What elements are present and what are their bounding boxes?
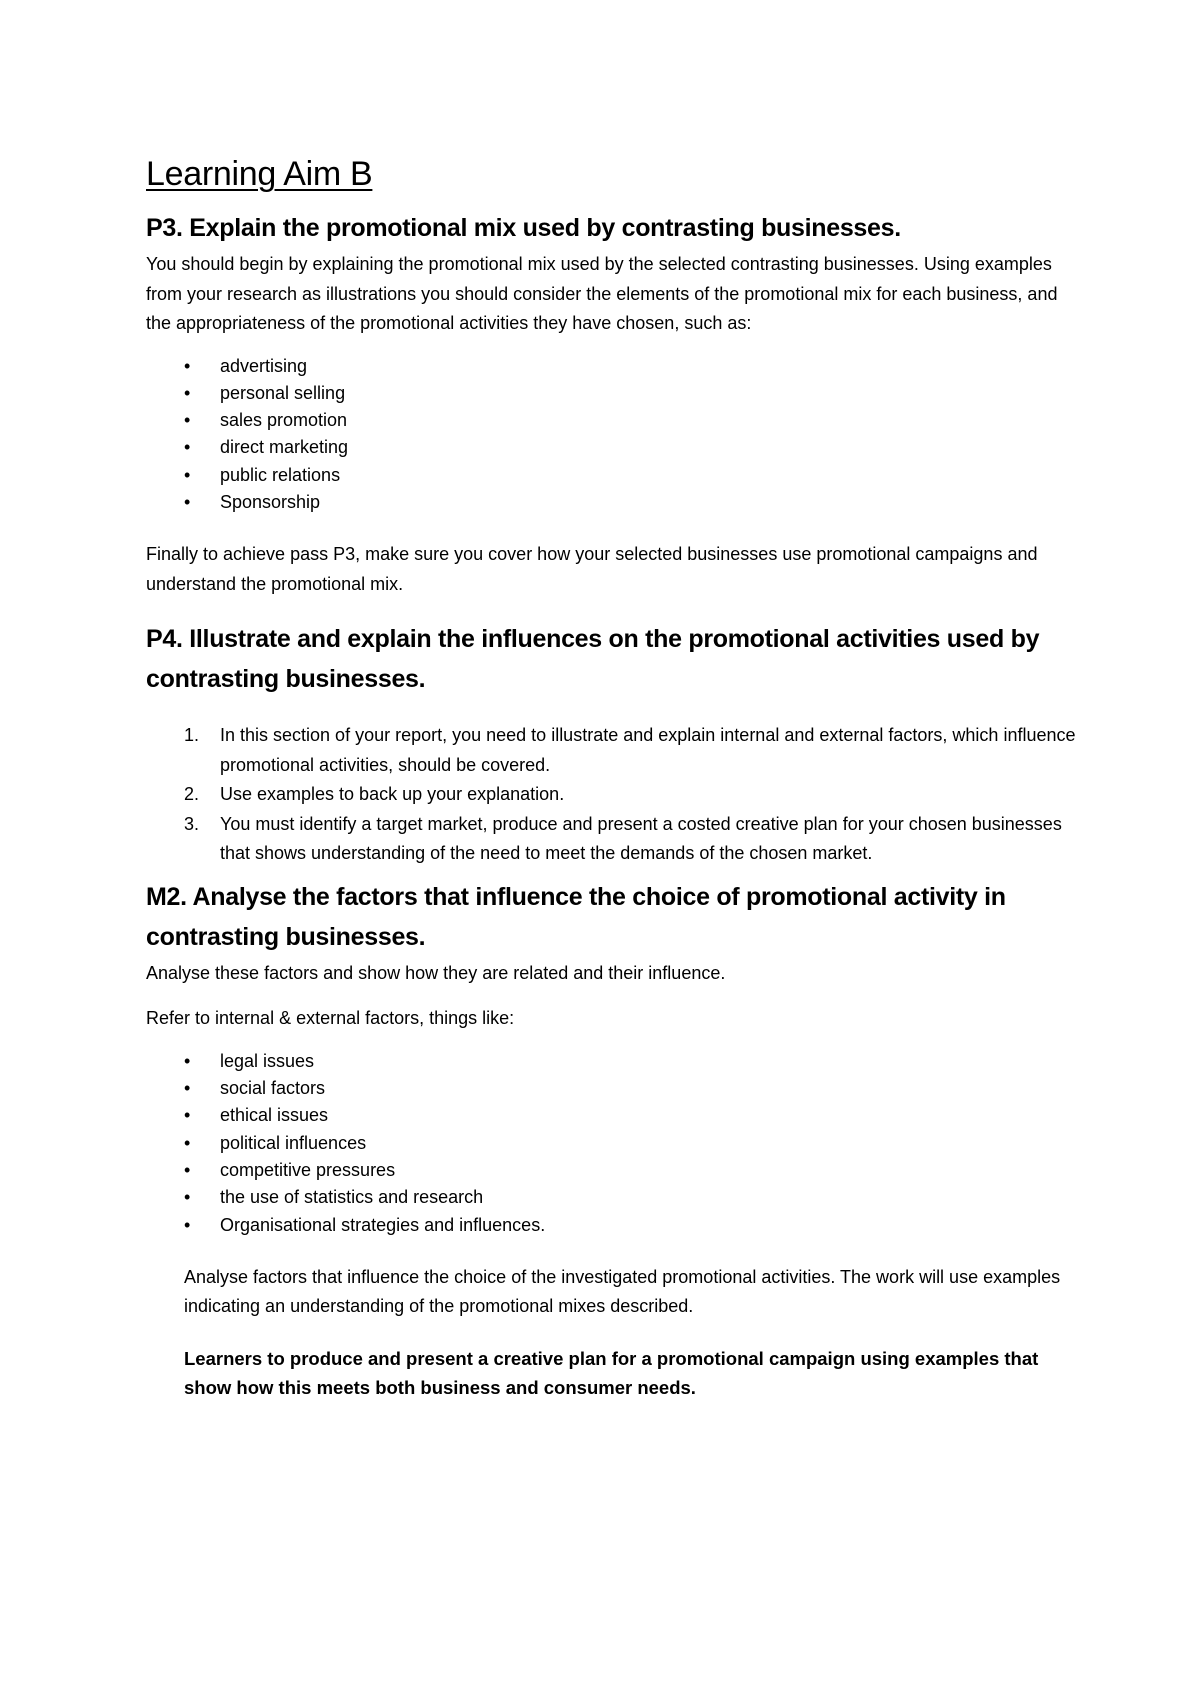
- bullet-icon: •: [184, 1159, 191, 1180]
- list-item: • public relations: [146, 462, 1076, 489]
- list-item: • personal selling: [146, 380, 1076, 407]
- list-item: • social factors: [146, 1075, 1076, 1102]
- document-content: [146, 150, 1076, 1402]
- p3-intro: You should begin by explaining the promotional mix used by the selected contrasting businesses. Using examples from your research as illustrations you should consider the elements of the promotional mix for each business, and the appropriateness of the promotional activities they have chosen, such as:: [146, 254, 1058, 333]
- list-item: • political influences: [146, 1130, 1076, 1157]
- bullet-icon: •: [184, 382, 191, 403]
- list-item: • Sponsorship: [146, 489, 1076, 516]
- list-item: • direct marketing: [146, 434, 1076, 461]
- bullet-icon: •: [184, 437, 191, 458]
- bullet-icon: •: [184, 491, 191, 512]
- bullet-icon: •: [184, 1132, 191, 1153]
- list-item: • ethical issues: [146, 1102, 1076, 1129]
- bullet-icon: •: [184, 1050, 191, 1071]
- list-item: • Organisational strategies and influences.: [146, 1212, 1076, 1239]
- bullet-icon: •: [184, 1214, 191, 1235]
- list-item: 2. Use examples to back up your explanation.: [146, 780, 1076, 810]
- list-number: 2.: [184, 784, 200, 805]
- bullet-icon: •: [184, 464, 191, 485]
- list-item: • sales promotion: [146, 407, 1076, 434]
- m2-bullet-list: [146, 1048, 1076, 1239]
- list-number: 1.: [184, 725, 200, 746]
- list-item: • competitive pressures: [146, 1157, 1076, 1184]
- m2-intro: Analyse these factors and show how they are related and their influence.: [146, 962, 726, 983]
- list-item: • legal issues: [146, 1048, 1076, 1075]
- list-item: • the use of statistics and research: [146, 1184, 1076, 1211]
- m2-refer: Refer to internal & external factors, things like:: [146, 1008, 515, 1029]
- m2-analysis: Analyse factors that influence the choice of the investigated promotional activities. The work will use examples indicating an understanding of the promotional mixes described.: [184, 1266, 1061, 1317]
- list-item: 1. In this section of your report, you need to illustrate and explain internal and external factors, which influence promotional activities, should be covered.: [146, 721, 1076, 780]
- bullet-icon: •: [184, 1105, 191, 1126]
- list-number: 3.: [184, 813, 200, 834]
- m2-heading: M2. Analyse the factors that influence the choice of promotional activity in contrasting businesses.: [146, 882, 1006, 951]
- bullet-icon: •: [184, 1078, 191, 1099]
- bullet-icon: •: [184, 355, 191, 376]
- p4-numbered-list: [146, 721, 1076, 869]
- bullet-icon: •: [184, 1187, 191, 1208]
- p3-heading: P3. Explain the promotional mix used by contrasting businesses.: [146, 214, 901, 242]
- list-item: • advertising: [146, 353, 1076, 380]
- m2-bold-note: Learners to produce and present a creative plan for a promotional campaign using examples that show how this meets both business and consumer needs.: [184, 1347, 1039, 1398]
- p4-heading: P4. Illustrate and explain the influences on the promotional activities used by contrasting businesses.: [146, 625, 1040, 694]
- p3-closing: Finally to achieve pass P3, make sure you cover how your selected businesses use promotional campaigns and understand the promotional mix.: [146, 544, 1038, 594]
- page-title: Learning Aim B: [146, 155, 373, 193]
- p3-bullet-list: [146, 353, 1076, 517]
- list-item: 3. You must identify a target market, produce and present a costed creative plan for your chosen businesses that shows understanding of the need to meet the demands of the chosen market.: [146, 810, 1076, 869]
- bullet-icon: •: [184, 410, 191, 431]
